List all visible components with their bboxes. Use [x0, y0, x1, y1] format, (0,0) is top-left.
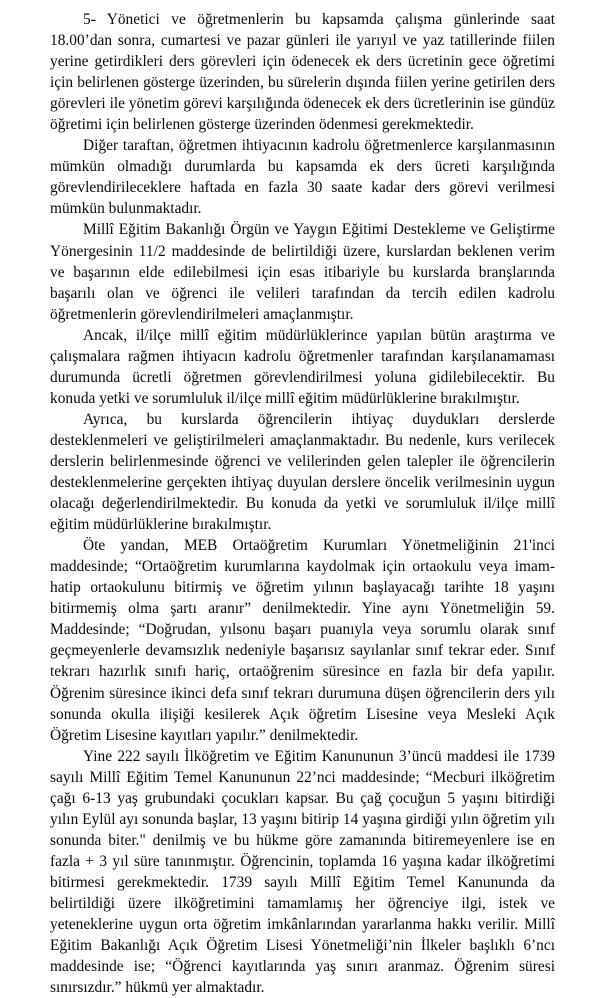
paragraph-ancak: Ancak, il/ilçe millî eğitim müdürlüklerince yapılan bütün araştırma ve çalışmalara rağmen ihtiyacın kadrolu öğretmenler tarafından karşılanamaması durumunda ücretli öğretmen görevlendirilmesi yoluna gidilebilecektir. Bu konuda yetki ve sorumluluk il/ilçe millî eğitim müdürlüklerine bırakılmıştır. — [50, 326, 555, 407]
paragraph-ote-yandan-meb-ortaogretim: Öte yandan, MEB Ortaöğretim Kurumları Yönetmeliğinin 21'inci maddesinde; “Ortaöğretim kurumlarına kaydolmak için ortaokulu veya imam-hatip ortaokulunu bitirmiş ve öğretim yılının başlayacağı tarihte 18 yaşını bitirmemiş olma şartı aranır” denilmektedir. Yine aynı Yönetmeliğin 59. Maddesinde; “Doğrudan, yılsonu başarı puanıyla veya sorumlu olarak sınıf geçmeyenlerle devamsızlık nedeniyle başarısız sayılanlar sınıf tekrar eder. Sınıf tekrarı hazırlık sınıfı hariç, ortaöğrenim süresince en fazla bir defa yapılır. Öğrenim süresince ikinci defa sınıf tekrarı durumuna düşen öğrencilerin ders yılı sonunda okulla ilişiği kesilerek Açık öğretim Lisesine veya Mesleki Açık Öğretim Lisesine kayıtları yapılır.” denilmektedir. — [50, 537, 555, 744]
paragraph-yine-222-sayili-ilkogretim: Yine 222 sayılı İlköğretim ve Eğitim Kanununun 3’üncü maddesi ile 1739 sayılı Millî Eğitim Temel Kanununun 22’nci maddesinde; “Mecburi ilköğretim çağı 6-13 yaş grubundaki çocukları kapsar. Bu çağ çocuğun 5 yaşını bitirdiği yılın Eylül ayı sonunda başlar, 13 yaşını bitirip 14 yaşına girdiği yılın öğretim yılı sonunda biter." denilmiş ve bu hükme göre zamanında bitiremeyenlere ise en fazla + 3 yıl süre tanınmıştır. Öğrencinin, toplamda 16 yaşına kadar ilköğretimi bitirmesi gerekmektedir. 1739 sayılı Millî Eğitim Temel Kanununda da belirtildiği üzere ilköğretimini tamamlamış her öğrenciye ilgi, istek ve yeteneklerine uygun orta öğretim imkânlarından yararlanma hakkı verilir. Millî Eğitim Bakanlığı Açık Öğretim Lisesi Yönetmeliği’nin İlkeler başlıklı 6’ncı maddesinde ise; “Öğrenci kayıtlarında yaş sınırı aranmaz. Öğrenim süresi sınırsızdır.” hükmü yer almaktadır. — [50, 747, 555, 997]
paragraph-item-5: 5- Yönetici ve öğretmenlerin bu kapsamda çalışma günlerinde saat 18.00’dan sonra, cumartesi ve pazar günleri ile yarıyıl ve yaz tatillerinde fiilen yerine getirdikleri ders görevleri için ödenecek ek ders ücretinin gece öğretimi için belirlenen gösterge üzerinden, bu sürelerin dışında fiilen yerine getirilen ders görevleri ile yönetim görevi karşılığında ödenecek ek ders ücretlerinin ise gündüz öğretimi için belirlenen gösterge üzerinden ödenmesi gerekmektedir. — [50, 11, 555, 134]
paragraph-ayrica: Ayrıca, bu kurslarda öğrencilerin ihtiyaç duydukları derslerde desteklenmeleri ve geliştirilmeleri amaçlanmaktadır. Bu nedenle, kurs verilecek derslerin belirlenmesinde öğrenci ve velilerinden gelen talepler ile öğrencilerin desteklenmelerine gerçekten ihtiyaç duyulan derslere öncelik verilmesinin uygun olacağı değerlendirilmektedir. Bu konuda da yetki ve sorumluluk il/ilçe millî eğitim müdürlüklerine bırakılmıştır. — [50, 410, 555, 534]
paragraph-diger-taraftan: Diğer taraftan, öğretmen ihtiyacının kadrolu öğretmenlerce karşılanmasının mümkün olmadığı durumlarda bu kapsamda ek ders ücreti karşılığında görevlendirileceklere haftada en fazla 30 saate kadar ders görevi verilmesi mümkün bulunmaktadır. — [50, 137, 555, 218]
paragraph-milli-egitim-bakanligi-yonerge: Millî Eğitim Bakanlığı Örgün ve Yaygın Eğitimi Destekleme ve Geliştirme Yönergesinin 11/2 maddesinde de belirtildiği üzere, kurslardan beklenen verim ve başarının elde edilebilmesi için esas itibariyle bu kurslarda branşlarında başarılı olan ve öğrenci ile velileri tarafından da tercih edilen kadrolu öğretmenlerin görevlendirilmeleri amaçlanmıştır. — [50, 221, 555, 323]
